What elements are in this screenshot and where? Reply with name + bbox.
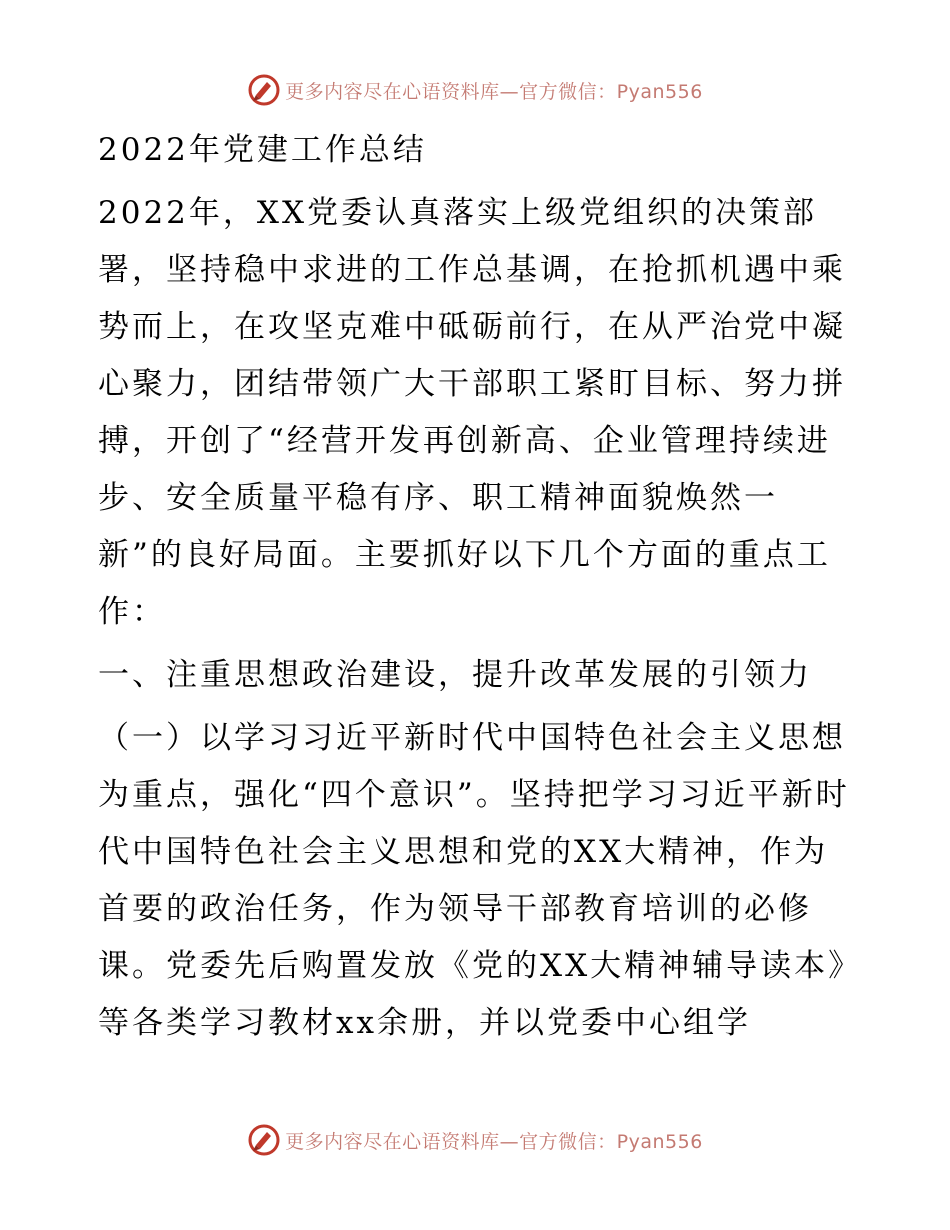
document-body bbox=[98, 122, 858, 1058]
paragraph-section-1-1: （一）以学习习近平新时代中国特色社会主义思想为重点，强化“四个意识”。坚持把学习习近平新时代中国特色社会主义思想和党的XX大精神，作为首要的政治任务，作为领导干部教育培训的必修课。党委先后购置发放《党的XX大精神辅导读本》等各类学习教材xx余册，并以党委中心组学 bbox=[98, 720, 850, 1041]
watermark-text: 更多内容尽在心语资料库—官方微信：Pyan556 bbox=[285, 1130, 703, 1153]
watermark-footer bbox=[0, 1120, 950, 1160]
paragraph-intro: 2022年，XX党委认真落实上级党组织的决策部署，坚持稳中求进的工作总基调，在抢抓机遇中乘势而上，在攻坚克难中砥砺前行，在从严治党中凝心聚力，团结带领广大干部职工紧盯目标、努力拼搏，开创了“经营开发再创新高、企业管理持续进步、安全质量平稳有序、职工精神面貌焕然一新”的良好局面。主要抓好以下几个方面的重点工作： bbox=[98, 195, 846, 630]
section-heading-1: 一、注重思想政治建设，提升改革发展的引领力 bbox=[98, 657, 812, 693]
watermark-text: 更多内容尽在心语资料库—官方微信：Pyan556 bbox=[285, 80, 703, 103]
document-title: 2022年党建工作总结 bbox=[98, 132, 427, 168]
brand-logo-icon bbox=[247, 1123, 281, 1157]
watermark-header bbox=[0, 70, 950, 110]
brand-logo-icon bbox=[247, 73, 281, 107]
